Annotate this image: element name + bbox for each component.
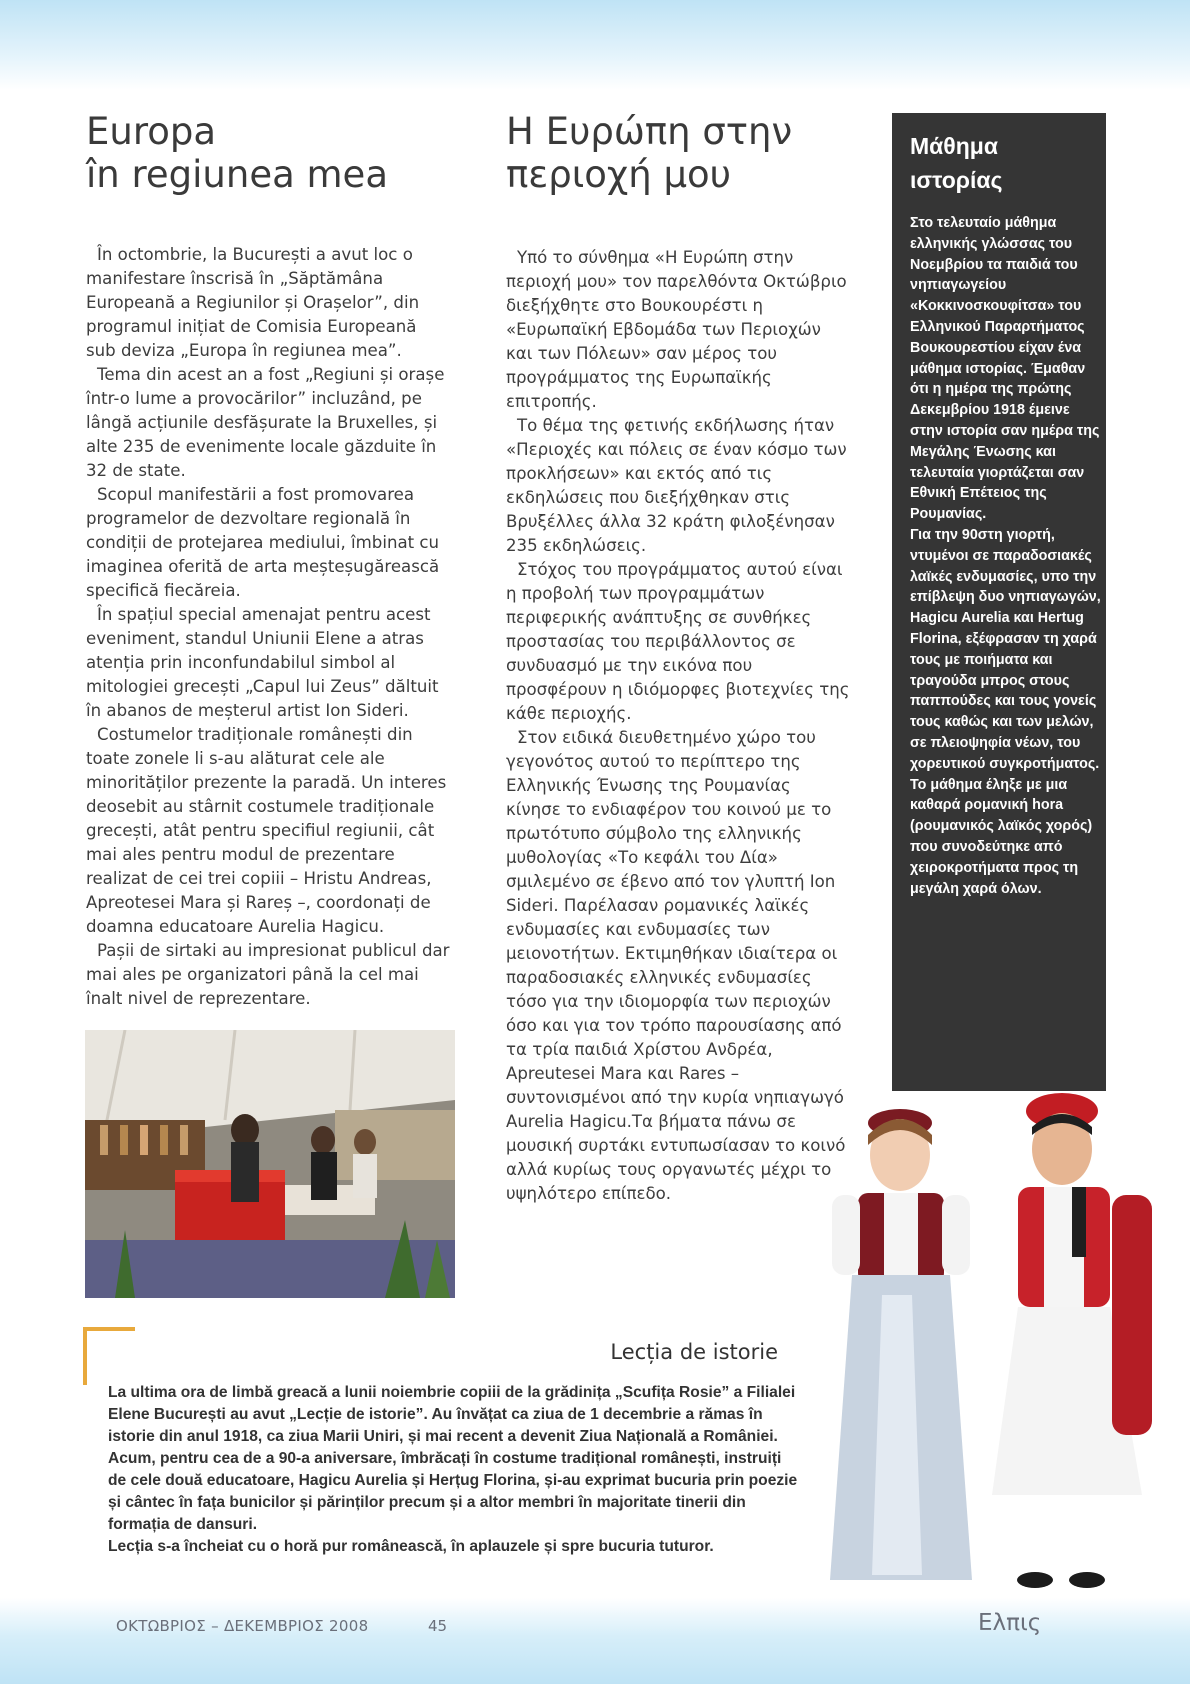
footer-issue-date: ΟΚΤΩΒΡΙΟΣ – ΔΕΚΕΜΒΡΙΟΣ 2008 (116, 1617, 369, 1635)
box-body (108, 1382, 798, 1558)
article-gr-body (506, 246, 850, 1206)
sidebar-paragraph: Στο τελευταίο μάθημα ελληνικής γλώσσας του Νοεμβρίου τα παιδιά του νηπιαγωγείου «Κοκκινοσκουφίτσα» του Ελληνικού Παραρτήματος Βουκουρεστίου είχαν ένα μάθημα ιστορίας. Έμαθαν ότι η ημέρα της πρώτης Δεκεμβρίου 1918 έμεινε στην ιστορία σαν ημέρα της Μεγάλης Ένωσης και τελευταία γιορτάζεται σαν Εθνική Επέτειος της Ρουμανίας. (910, 215, 1100, 523)
children-costume-photo (822, 1075, 1180, 1590)
corner-bracket-decoration (83, 1327, 135, 1385)
article-ro-body (86, 243, 450, 1011)
box-title: Lecția de istorie (610, 1340, 778, 1364)
header-gradient-band (0, 0, 1190, 90)
box-paragraph: La ultima ora de limbă greacă a lunii noiembrie copiii de la grădinița „Scufița Rosie” a Filialei Elene București au avut „Lecție de istorie”. Au învățat ca ziua de 1 decembrie a rămas în istorie din anul 1918, ca ziua Marii Uniri, și mai recent a devenit Ziua Națională a României. (108, 1384, 796, 1445)
history-lesson-sidebar (892, 113, 1106, 1091)
article-ro-paragraph: Costumelor tradiționale românești din toate zonele li s-au alăturat cele ale minorităților prezente la paradă. Un interes deosebit au stârnit costumele tradiționale grecești, atât pentru specifiul regiunii, cât mai ales pentru modul de prezentare realizat de cei trei copiii – Hristu Andreas, Apreotesei Mara și Rareș –, coordonați de doamna educatoare Aurelia Hagicu. (86, 725, 447, 936)
footer-magazine-name: Ελπις (978, 1610, 1042, 1636)
article-gr-paragraph: Υπό το σύνθημα «Η Ευρώπη στην περιοχή μου» τον παρελθόντα Οκτώβριο διεξήχθητε στο Βουκουρέστι η «Ευρωπαϊκή Εβδομάδα των Περιοχών και των Πόλεων» σαν μέρος του προγράμματος της Ευρωπαϊκής επιτροπής. (506, 248, 847, 411)
article-gr-paragraph: Το θέμα της φετινής εκδήλωσης ήταν «Περιοχές και πόλεις σε έναν κόσμο των προκλήσεων» και εκτός από τις εκδηλώσεις που διεξήχθηκαν στις Βρυξέλλες άλλα 32 κράτη φιλοξένησαν 235 εκδηλώσεις. (506, 416, 847, 555)
box-paragraph: Lecția s-a încheiat cu o horă pur românească, în aplauzele și spre bucuria tuturor. (108, 1538, 714, 1555)
box-paragraph: Acum, pentru cea de a 90-a aniversare, îmbrăcați în costume tradițional românești, instruiți de cele două educatoare, Hagicu Aurelia și Herțug Florina, și-au exprimat bucuria prin poezie și cântec în fața bunicilor și părinților precum și a altor membri în majoritate tinerii din formația de dansuri. (108, 1450, 798, 1533)
footer-page-number: 45 (428, 1617, 448, 1635)
sidebar-title: Μάθημα ιστορίας (910, 133, 1003, 193)
article-ro-paragraph: În spațiul special amenajat pentru acest eveniment, standul Uniunii Elene a atras atenția prin inconfundabilul simbol al mitologiei grecești „Capul lui Zeus” dăltuit în abanos de meșterul artist Ion Sideri. (86, 605, 439, 720)
article-ro-paragraph: Scopul manifestării a fost promovarea programelor de dezvoltare regională în condiții de protejarea mediului, îmbinat cu imaginea oferită de arta meșteșugărească specifică fiecăreia. (86, 485, 440, 600)
sidebar-body (910, 213, 1106, 899)
article-ro-title: Europa în regiunea mea (86, 110, 388, 196)
article-gr-paragraph: Στον ειδικά διευθετημένο χώρο του γεγονότος αυτού το περίπτερο της Ελληνικής Ένωσης της Ρουμανίας κίνησε το ενδιαφέρον του κοινού με το πρωτότυπο σύμβολο της ελληνικής μυθολογίας «Το κεφάλι του Δία» σμιλεμένο σε έβενο από τον γλυπτή Ion Sideri. Παρέλασαν ρομανικές λαϊκές ενδυμασίες και ενδυμασίες των μειονοτήτων. Εκτιμηθήκαν ιδιαίτερα οι παραδοσιακές ελληνικές ενδυμασίες τόσο για την ιδιομορφία των περιοχών όσο και για τον τρόπο παρουσίασης από τα τρία παιδιά Χρίστου Ανδρέα, Apreutesei Mara και Rares – συντονισμένοι από την κυρία νηπιαγωγό Aurelia Hagicu.Τα βήματα πάνω σε μουσική συρτάκι εντυπωσίασαν το κοινό αλλά κυρίως τους οργανωτές μέχρι το υψηλότερο επίπεδο. (506, 728, 846, 1203)
article-ro-paragraph: În octombrie, la București a avut loc o manifestare înscrisă în „Săptămâna Europeană a Regiunilor și Orașelor”, din programul inițiat de Comisia Europeană sub deviza „Europa în regiunea mea”. (86, 245, 420, 360)
exhibition-stand-photo (85, 1030, 455, 1298)
sidebar-paragraph: Για την 90στη γιορτή, ντυμένοι σε παραδοσιακές λαϊκές ενδυμασίες, υπο την επίβλεψη δυο νηπιαγωγών, Hagicu Aurelia και Hertug Florina, εξέφρασαν τη χαρά τους με ποιήματα και τραγούδα μπρος στους παππούδες και τους γονείς τους καθώς και των μελών, σε πλειοψηφία νέων, του χορευτικού συγκροτήματος. Το μάθημα έληξε με μια καθαρά ρομανική hora (ρουμανικός λαϊκός χορός) που συνοδεύτηκε από χειροκροτήματα προς τη μεγάλη χαρά όλων. (910, 526, 1101, 897)
article-ro-paragraph: Tema din acest an a fost „Regiuni și orașe într-o lume a provocărilor” incluzând, pe lângă acțiunile desfășurate la Bruxelles, și alte 235 de evenimente locale găzduite în 32 de state. (86, 365, 445, 480)
article-gr-title: Η Ευρώπη στην περιοχή μου (506, 110, 793, 196)
article-ro-paragraph: Pașii de sirtaki au impresionat publicul dar mai ales pe organizatori până la cel mai înalt nivel de reprezentare. (86, 941, 450, 1008)
article-gr-paragraph: Στόχος του προγράμματος αυτού είναι η προβολή των προγραμμάτων περιφερικής ανάπτυξης σε συνθήκες προστασίας του περιβάλλοντος σε συνδυασμό με την εικόνα που προσφέρουν η ιδιόμορφες βιοτεχνίες της κάθε περιοχής. (506, 560, 850, 723)
